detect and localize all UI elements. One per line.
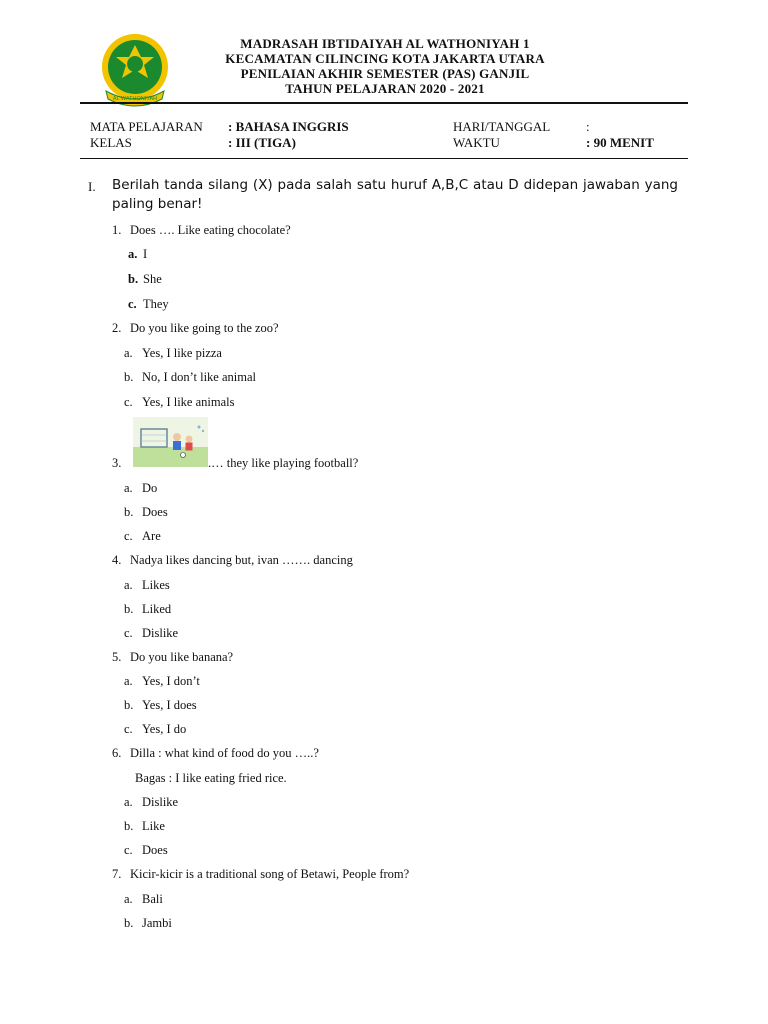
header-divider (80, 102, 688, 104)
header-line-school: MADRASAH IBTIDAIYAH AL WATHONIYAH 1 (240, 36, 530, 51)
question-3: 3. .… they like playing football? (112, 456, 359, 470)
question-6-dialog: Bagas : I like eating fried rice. (135, 771, 287, 785)
question-1: 1. Does …. Like eating chocolate? (112, 223, 291, 237)
option-6b: b. Like (124, 819, 165, 833)
option-5c: c. Yes, I do (124, 722, 187, 736)
option-6c: c. Does (124, 843, 168, 857)
class-value: : III (TIGA) (228, 135, 296, 150)
class-label: KELAS (90, 135, 132, 150)
option-3b: b. Does (124, 505, 168, 519)
option-2b: b. No, I don’t like animal (124, 370, 256, 384)
option-1c: c. They (128, 297, 169, 311)
option-5a: a. Yes, I don’t (124, 674, 200, 688)
day-value: : (586, 119, 590, 134)
option-4a: a. Likes (124, 578, 170, 592)
option-1a: a. I (128, 247, 148, 261)
question-4: 4. Nadya likes dancing but, ivan ……. dancing (112, 553, 353, 567)
day-label: HARI/TANGGAL (453, 119, 551, 134)
time-label: WAKTU (453, 135, 500, 150)
option-2a: a. Yes, I like pizza (124, 346, 222, 360)
header-line-exam: PENILAIAN AKHIR SEMESTER (PAS) GANJIL (240, 66, 530, 81)
option-2c: c. Yes, I like animals (124, 395, 235, 409)
subject-value: : BAHASA INGGRIS (228, 119, 349, 134)
option-3c: c. Are (124, 529, 161, 543)
option-4b: b. Liked (124, 602, 172, 616)
section-instruction: Berilah tanda silang (X) pada salah satu huruf A,B,C atau D didepan jawaban yang paling benar! (112, 177, 678, 212)
school-header (180, 36, 590, 96)
subject-label: MATA PELAJARAN (90, 119, 203, 134)
time-value: : 90 MENIT (586, 135, 654, 150)
school-logo (96, 33, 174, 109)
option-5b: b. Yes, I does (124, 698, 197, 712)
option-1b: b. She (128, 272, 162, 286)
option-3a: a. Do (124, 481, 158, 495)
question-7: 7. Kicir-kicir is a traditional song of Betawi, People from? (112, 867, 410, 881)
question-2: 2. Do you like going to the zoo? (112, 321, 279, 335)
info-divider (80, 158, 688, 159)
option-7a: a. Bali (124, 892, 163, 906)
section-number: I. (88, 179, 96, 194)
header-line-year: TAHUN PELAJARAN 2020 - 2021 (285, 81, 485, 96)
question-6: 6. Dilla : what kind of food do you …..? (112, 746, 319, 760)
question-5: 5. Do you like banana? (112, 650, 234, 664)
option-4c: c. Dislike (124, 626, 179, 640)
option-6a: a. Dislike (124, 795, 179, 809)
option-7b: b. Jambi (124, 916, 172, 930)
header-line-district: KECAMATAN CILINCING KOTA JAKARTA UTARA (225, 51, 545, 66)
svg-text:AL WATHONIYAH: AL WATHONIYAH (112, 96, 158, 102)
